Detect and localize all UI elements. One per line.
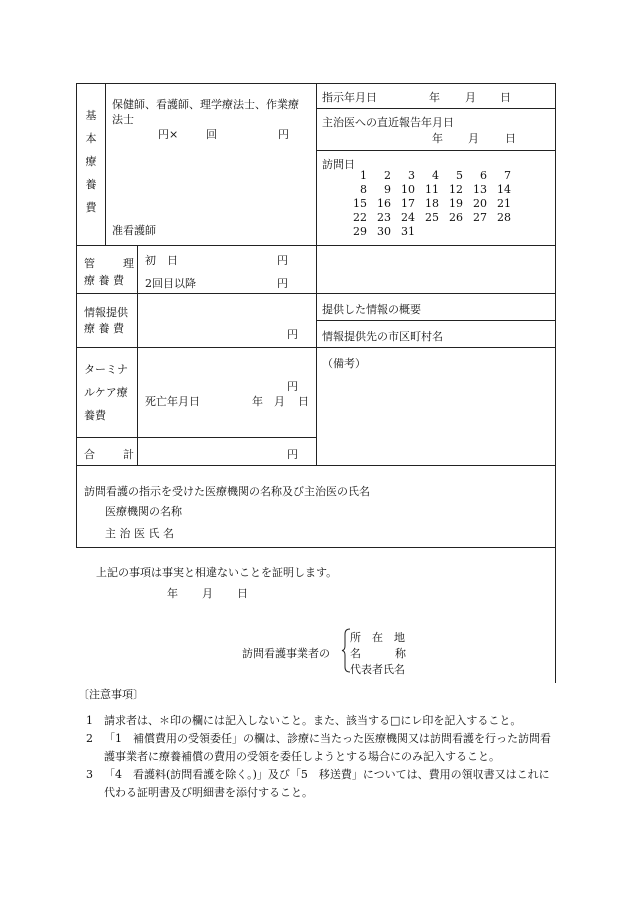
- joho-shichoson: 情報提供先の市区町村名: [322, 330, 443, 343]
- terminal-shibo: 死亡年月日: [145, 395, 200, 408]
- hokoku-year: 年: [432, 132, 443, 145]
- homon-label: 訪問日: [322, 158, 355, 171]
- shomei-daihyo: 代表者氏名: [350, 663, 405, 676]
- note-number: 2: [86, 732, 93, 745]
- table-border: [76, 83, 77, 548]
- shomei-meisho-b: 称: [395, 647, 406, 660]
- note-item: [84, 730, 554, 766]
- terminal-label1: ターミナ: [84, 363, 128, 376]
- kanri-label2: 療 養 費: [84, 274, 124, 287]
- hokoku-month: 月: [468, 132, 479, 145]
- kihon-line2: 法士: [112, 113, 134, 126]
- table-divider: [316, 347, 555, 348]
- table-divider: [137, 245, 138, 465]
- note-text: 「4 看護料(訪問看護を除く。)」及び「5 移送費」については、費用の領収書又はこれに代わる証明書及び明細書を添付すること。: [104, 768, 550, 799]
- day-number: 20: [473, 197, 487, 210]
- note-item: [84, 712, 554, 730]
- day-number: 15: [353, 197, 367, 210]
- kihon-kai: 回: [206, 128, 217, 141]
- table-divider: [316, 108, 555, 109]
- day-number: 22: [353, 211, 367, 224]
- shomei-day: 日: [237, 587, 248, 600]
- joho-gaiyo: 提供した情報の概要: [322, 303, 421, 316]
- header-char: 療: [85, 155, 97, 168]
- hokoku-day: 日: [505, 132, 516, 145]
- shomei-meisho-a: 名: [350, 647, 361, 660]
- table-border: [76, 547, 555, 548]
- joho-yen: 円: [287, 328, 298, 341]
- header-char: 基: [85, 109, 97, 122]
- day-number: 28: [497, 211, 511, 224]
- terminal-yen: 円: [287, 380, 298, 393]
- note-text: 請求者は、＊印の欄には記入しないこと。また、該当する□にレ印を記入すること。: [104, 714, 522, 727]
- shiji-year: 年: [429, 91, 440, 104]
- note-text: 「1 補償費用の受領委任」の欄は、診療に当たった医療機関又は訪問看護を行った訪問看護事業者に療養補償の費用の受領を委任しようとする場合にのみ記入すること。: [104, 732, 551, 763]
- kihon-header: [84, 104, 98, 219]
- day-number: 16: [377, 197, 391, 210]
- day-number: 27: [473, 211, 487, 224]
- kanri-first: 初 日: [145, 254, 178, 267]
- day-number: 17: [401, 197, 415, 210]
- day-number: 11: [425, 183, 439, 196]
- day-number: 26: [449, 211, 463, 224]
- terminal-label2: ルケア療: [84, 386, 128, 399]
- table-divider: [316, 150, 555, 151]
- day-number: 21: [497, 197, 511, 210]
- table-divider: [76, 245, 555, 246]
- biko-label: （備考）: [322, 357, 366, 370]
- day-number: 10: [401, 183, 415, 196]
- shiji-month: 月: [465, 91, 476, 104]
- day-number: 12: [449, 183, 463, 196]
- gokei-label-a: 合: [84, 448, 95, 461]
- kihon-line1: 保健師、看護師、理学療法士、作業療: [112, 98, 299, 111]
- iryokikan-title: 訪問看護の指示を受けた医療機関の名称及び主治医の氏名: [84, 485, 370, 498]
- table-border: [555, 83, 556, 683]
- day-number: 1: [360, 169, 367, 182]
- table-divider: [316, 83, 317, 465]
- day-number: 5: [456, 169, 463, 182]
- day-number: 9: [384, 183, 391, 196]
- day-number: 14: [497, 183, 511, 196]
- table-divider: [76, 465, 555, 466]
- kihon-yen: 円: [278, 128, 289, 141]
- day-number: 4: [432, 169, 439, 182]
- kanri-label-a: 管: [84, 257, 95, 270]
- day-number: 3: [408, 169, 415, 182]
- kanri-first-yen: 円: [277, 254, 288, 267]
- day-number: 2: [384, 169, 391, 182]
- shomei-month: 月: [202, 587, 213, 600]
- note-item: [84, 766, 554, 802]
- shomei-year: 年: [167, 587, 178, 600]
- day-number: 8: [360, 183, 367, 196]
- shomei-jigyosha: 訪問看護事業者の: [242, 647, 330, 660]
- terminal-year: 年: [252, 395, 263, 408]
- day-number: 30: [377, 225, 391, 238]
- homon-days: [350, 169, 518, 238]
- table-divider: [76, 437, 316, 438]
- day-number: 7: [504, 169, 511, 182]
- day-number: 18: [425, 197, 439, 210]
- gokei-label-b: 計: [123, 448, 134, 461]
- table-divider: [76, 293, 555, 294]
- terminal-label3: 養費: [84, 409, 106, 422]
- shomei-addr: 所 在 地: [350, 631, 405, 644]
- day-number: 19: [449, 197, 463, 210]
- notes-list: [84, 712, 554, 802]
- day-number: 23: [377, 211, 391, 224]
- table-divider: [76, 347, 316, 348]
- joho-label2: 療 養 費: [84, 322, 124, 335]
- note-number: 3: [86, 768, 93, 781]
- kanri-label-b: 理: [123, 257, 134, 270]
- iryokikan-doctor: 主 治 医 氏 名: [105, 527, 174, 540]
- table-divider: [105, 83, 106, 245]
- header-char: 養: [85, 178, 97, 191]
- kanri-second-yen: 円: [277, 277, 288, 290]
- notes-title: 〔注意事項〕: [78, 688, 144, 701]
- hokoku-label: 主治医への直近報告年月日: [322, 116, 454, 129]
- shiji-day: 日: [500, 91, 511, 104]
- gokei-yen: 円: [287, 448, 298, 461]
- header-char: 本: [85, 132, 97, 145]
- shomei-text: 上記の事項は事実と相違ないことを証明します。: [96, 566, 338, 579]
- kihon-junkango: 准看護師: [112, 224, 156, 237]
- day-number: 13: [473, 183, 487, 196]
- day-number: 29: [353, 225, 367, 238]
- day-number: 24: [401, 211, 415, 224]
- joho-label1: 情報提供: [84, 306, 128, 319]
- day-number: 31: [401, 225, 415, 238]
- table-divider: [316, 320, 555, 321]
- header-char: 費: [85, 201, 97, 214]
- terminal-month: 月: [274, 395, 285, 408]
- kanri-second: 2回目以降: [145, 277, 196, 290]
- day-number: 25: [425, 211, 439, 224]
- kihon-yen-times: 円×: [158, 128, 179, 141]
- note-number: 1: [86, 714, 93, 727]
- iryokikan-name: 医療機関の名称: [105, 505, 182, 518]
- terminal-day: 日: [298, 395, 309, 408]
- day-number: 6: [480, 169, 487, 182]
- shiji-label: 指示年月日: [322, 91, 377, 104]
